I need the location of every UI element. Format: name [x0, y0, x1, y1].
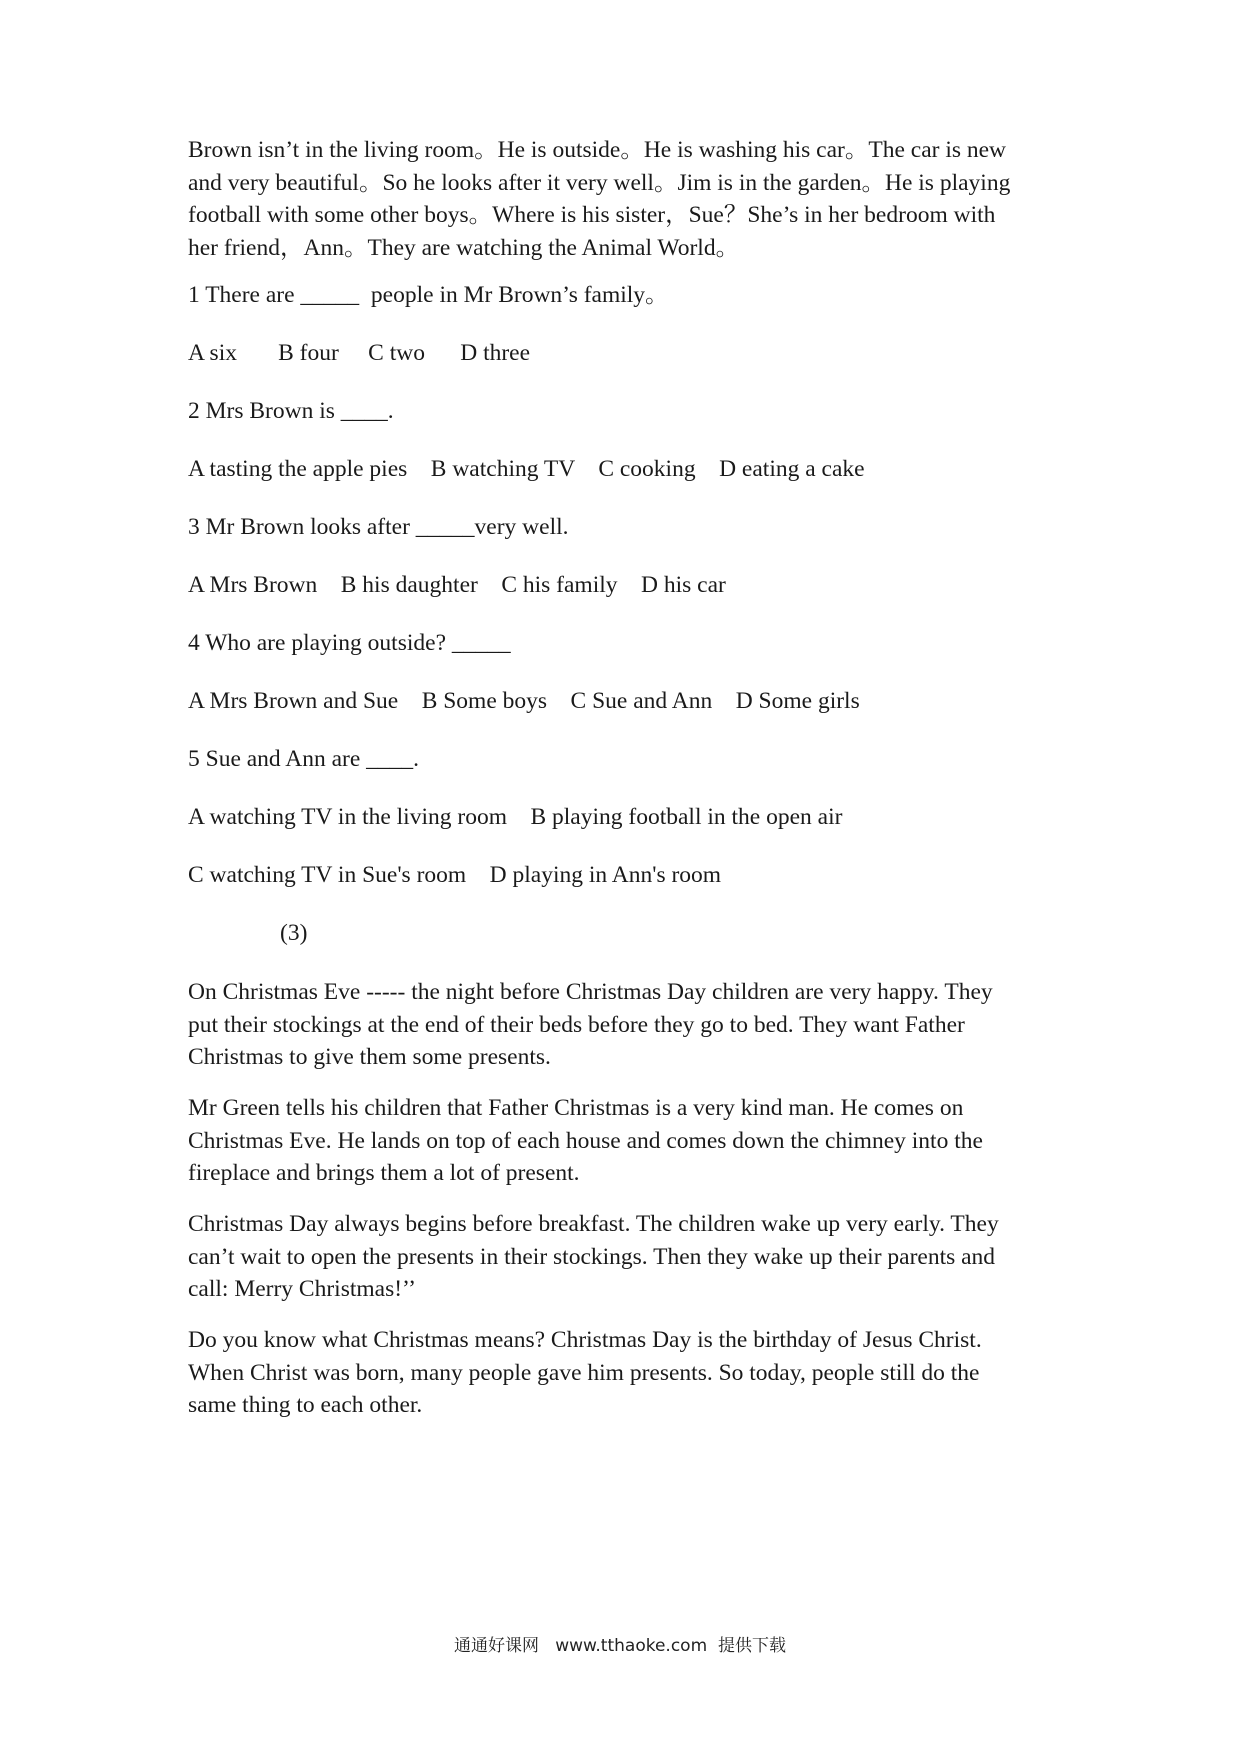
options-4: A Mrs Brown and Sue B Some boys C Sue and Ann D Some girls — [188, 688, 860, 714]
text-line: can’t wait to open the presents in their stockings. Then they wake up their parents and — [188, 1243, 996, 1270]
text-line: Christmas Day always begins before breakfast. The children wake up very early. They — [188, 1211, 999, 1237]
options-1: A six B four C two D three — [188, 340, 531, 366]
passage-paragraph — [188, 1208, 999, 1306]
text-line: Christmas to give them some presents. — [188, 1044, 551, 1070]
options-5a: A watching TV in the living room B playing football in the open air — [188, 804, 843, 830]
question-3: 3 Mr Brown looks after _____very well. — [188, 514, 569, 540]
text-line: and very beautiful。So he looks after it very well。Jim is in the garden。He is playing — [188, 169, 1011, 196]
text-line: her friend，Ann。They are watching the Animal World。 — [188, 234, 740, 261]
passage-paragraph — [188, 1324, 982, 1422]
text-line: fireplace and brings them a lot of present. — [188, 1160, 580, 1186]
section-number: (3) — [280, 920, 308, 946]
passage-paragraph — [188, 134, 1010, 264]
passage-paragraph — [188, 976, 993, 1074]
text-line: Christmas Eve. He lands on top of each house and comes down the chimney into the — [188, 1127, 983, 1154]
question-4: 4 Who are playing outside? _____ — [188, 630, 511, 656]
text-line: call: Merry Christmas!’’ — [188, 1276, 416, 1302]
page-footer: 通通好课网 www.tthaoke.com 提供下载 — [454, 1636, 786, 1656]
question-5: 5 Sue and Ann are ____. — [188, 746, 420, 772]
question-1: 1 There are _____ people in Mr Brown’s family。 — [188, 282, 669, 308]
text-line: When Christ was born, many people gave him presents. So today, people still do the — [188, 1359, 980, 1386]
passage-paragraph — [188, 1092, 983, 1190]
text-line: Do you know what Christmas means? Christmas Day is the birthday of Jesus Christ. — [188, 1327, 982, 1353]
text-line: Mr Green tells his children that Father Christmas is a very kind man. He comes on — [188, 1095, 964, 1121]
options-2: A tasting the apple pies B watching TV C cooking D eating a cake — [188, 456, 865, 482]
question-2: 2 Mrs Brown is ____. — [188, 398, 394, 424]
text-line: football with some other boys。Where is his sister，Sue？She’s in her bedroom with — [188, 202, 996, 228]
options-3: A Mrs Brown B his daughter C his family D his car — [188, 572, 726, 598]
options-5b: C watching TV in Sue's room D playing in Ann's room — [188, 862, 722, 888]
text-line: Brown isn’t in the living room。He is outside。He is washing his car。The car is new — [188, 137, 1007, 163]
text-line: same thing to each other. — [188, 1392, 423, 1418]
text-line: put their stockings at the end of their beds before they go to bed. They want Father — [188, 1011, 965, 1038]
text-line: On Christmas Eve ----- the night before Christmas Day children are very happy. They — [188, 979, 993, 1005]
